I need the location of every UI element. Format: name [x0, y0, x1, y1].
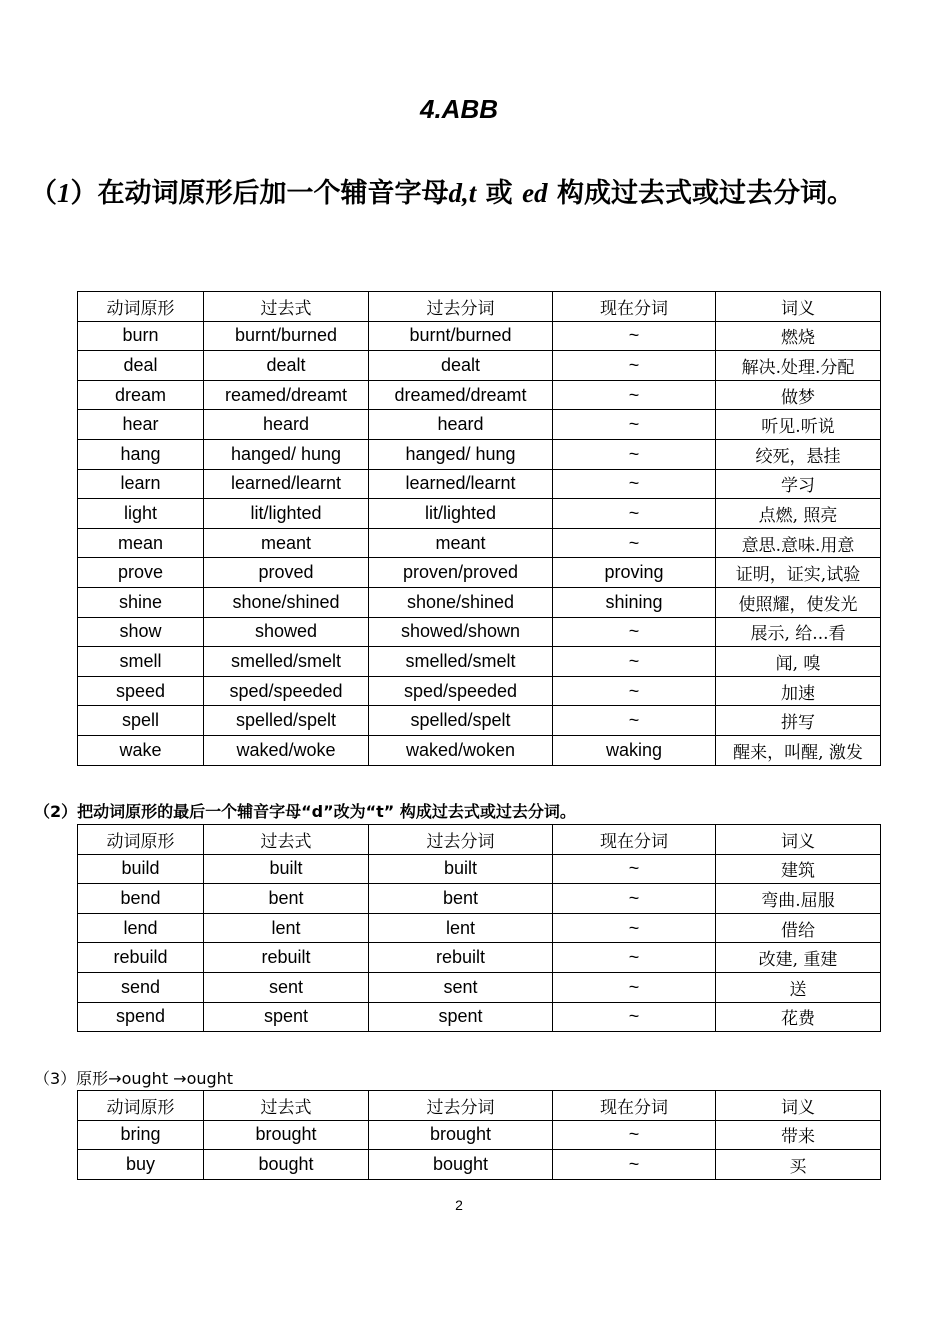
- cell-present-participle: ~: [553, 439, 716, 469]
- table-row: [78, 499, 881, 529]
- cell-past-participle: lit/lighted: [369, 499, 553, 529]
- cell-base-form: hang: [78, 439, 204, 469]
- cell-meaning: 建筑: [716, 854, 881, 884]
- section-2-heading: （2）把动词原形的最后一个辅音字母“d”改为“t” 构成过去式或过去分词。: [34, 802, 576, 821]
- table-row: [78, 439, 881, 469]
- cell-present-participle: ~: [553, 469, 716, 499]
- header-past-participle: 过去分词: [369, 292, 553, 322]
- cell-past-tense: learned/learnt: [204, 469, 369, 499]
- cell-base-form: speed: [78, 676, 204, 706]
- cell-past-tense: built: [204, 854, 369, 884]
- cell-past-participle: bent: [369, 884, 553, 914]
- cell-present-participle: ~: [553, 647, 716, 677]
- cell-base-form: smell: [78, 647, 204, 677]
- cell-present-participle: waking: [553, 735, 716, 765]
- cell-past-tense: proved: [204, 558, 369, 588]
- cell-meaning: 醒来，叫醒, 激发: [716, 735, 881, 765]
- cell-past-participle: built: [369, 854, 553, 884]
- cell-past-tense: smelled/smelt: [204, 647, 369, 677]
- section-1-text-a: ）在动词原形后加一个辅音字母: [70, 178, 449, 209]
- header-present-participle: 现在分词: [553, 292, 716, 322]
- cell-present-participle: ~: [553, 1120, 716, 1150]
- cell-past-tense: reamed/dreamt: [204, 380, 369, 410]
- cell-base-form: light: [78, 499, 204, 529]
- cell-base-form: learn: [78, 469, 204, 499]
- cell-present-participle: ~: [553, 676, 716, 706]
- table-row: [78, 351, 881, 381]
- cell-past-tense: dealt: [204, 351, 369, 381]
- cell-base-form: spend: [78, 1002, 204, 1032]
- cell-past-participle: hanged/ hung: [369, 439, 553, 469]
- cell-present-participle: ~: [553, 943, 716, 973]
- section-1-suffix-dt: d,t: [448, 178, 477, 208]
- cell-meaning: 改建, 重建: [716, 943, 881, 973]
- cell-past-tense: spelled/spelt: [204, 706, 369, 736]
- table-row: [78, 380, 881, 410]
- cell-present-participle: ~: [553, 380, 716, 410]
- cell-past-tense: meant: [204, 528, 369, 558]
- cell-base-form: lend: [78, 913, 204, 943]
- cell-base-form: deal: [78, 351, 204, 381]
- cell-past-tense: showed: [204, 617, 369, 647]
- table-row: [78, 972, 881, 1002]
- table-row: [78, 884, 881, 914]
- cell-past-tense: hanged/ hung: [204, 439, 369, 469]
- cell-base-form: prove: [78, 558, 204, 588]
- header-base-form: 动词原形: [78, 825, 204, 855]
- cell-past-participle: burnt/burned: [369, 321, 553, 351]
- cell-past-participle: learned/learnt: [369, 469, 553, 499]
- cell-base-form: send: [78, 972, 204, 1002]
- cell-meaning: 燃烧: [716, 321, 881, 351]
- cell-past-participle: proven/proved: [369, 558, 553, 588]
- header-base-form: 动词原形: [78, 1091, 204, 1121]
- cell-base-form: bring: [78, 1120, 204, 1150]
- cell-base-form: bend: [78, 884, 204, 914]
- cell-past-participle: smelled/smelt: [369, 647, 553, 677]
- cell-base-form: dream: [78, 380, 204, 410]
- cell-past-tense: bent: [204, 884, 369, 914]
- section-1-prefix: （: [30, 178, 57, 209]
- table-row: [78, 854, 881, 884]
- section-1-suffix-ed: ed: [522, 178, 548, 208]
- table-row: [78, 913, 881, 943]
- table-row: [78, 735, 881, 765]
- cell-base-form: build: [78, 854, 204, 884]
- table-header-row: [78, 1091, 881, 1121]
- cell-base-form: mean: [78, 528, 204, 558]
- cell-meaning: 做梦: [716, 380, 881, 410]
- table-row: [78, 321, 881, 351]
- cell-meaning: 绞死，悬挂: [716, 439, 881, 469]
- cell-present-participle: shining: [553, 587, 716, 617]
- cell-meaning: 解决.处理.分配: [716, 351, 881, 381]
- cell-present-participle: ~: [553, 499, 716, 529]
- cell-past-participle: spent: [369, 1002, 553, 1032]
- cell-present-participle: ~: [553, 321, 716, 351]
- cell-meaning: 展示, 给...看: [716, 617, 881, 647]
- header-present-participle: 现在分词: [553, 1091, 716, 1121]
- cell-base-form: buy: [78, 1150, 204, 1180]
- cell-present-participle: ~: [553, 351, 716, 381]
- cell-past-participle: showed/shown: [369, 617, 553, 647]
- cell-past-participle: shone/shined: [369, 587, 553, 617]
- cell-base-form: burn: [78, 321, 204, 351]
- cell-past-participle: rebuilt: [369, 943, 553, 973]
- cell-past-participle: lent: [369, 913, 553, 943]
- section-1-number: 1: [57, 178, 71, 208]
- cell-past-tense: brought: [204, 1120, 369, 1150]
- cell-present-participle: ~: [553, 410, 716, 440]
- section-1-text-c: 构成过去式或过去分词。: [547, 178, 854, 209]
- cell-present-participle: ~: [553, 617, 716, 647]
- cell-past-tense: rebuilt: [204, 943, 369, 973]
- table-row: [78, 617, 881, 647]
- table-row: [78, 528, 881, 558]
- cell-meaning: 花费: [716, 1002, 881, 1032]
- cell-base-form: wake: [78, 735, 204, 765]
- table-row: [78, 1150, 881, 1180]
- cell-past-participle: sped/speeded: [369, 676, 553, 706]
- cell-past-participle: dealt: [369, 351, 553, 381]
- cell-present-participle: ~: [553, 1150, 716, 1180]
- cell-past-tense: lit/lighted: [204, 499, 369, 529]
- cell-present-participle: proving: [553, 558, 716, 588]
- cell-meaning: 加速: [716, 676, 881, 706]
- cell-past-participle: waked/woken: [369, 735, 553, 765]
- cell-meaning: 借给: [716, 913, 881, 943]
- cell-base-form: spell: [78, 706, 204, 736]
- cell-past-tense: sped/speeded: [204, 676, 369, 706]
- table-row: [78, 1120, 881, 1150]
- cell-present-participle: ~: [553, 854, 716, 884]
- header-meaning: 词义: [716, 1091, 881, 1121]
- cell-meaning: 买: [716, 1150, 881, 1180]
- cell-meaning: 证明，证实,试验: [716, 558, 881, 588]
- section-1-heading: [30, 166, 910, 221]
- table-row: [78, 647, 881, 677]
- table-row: [78, 943, 881, 973]
- cell-base-form: hear: [78, 410, 204, 440]
- cell-meaning: 送: [716, 972, 881, 1002]
- cell-past-participle: bought: [369, 1150, 553, 1180]
- cell-past-tense: heard: [204, 410, 369, 440]
- section-1-text-b: 或: [476, 178, 523, 209]
- cell-past-tense: spent: [204, 1002, 369, 1032]
- section-3-heading: （3）原形→ought →ought: [34, 1069, 234, 1088]
- verb-table-3: [77, 1090, 881, 1180]
- verb-table-2: [77, 824, 881, 1032]
- cell-base-form: rebuild: [78, 943, 204, 973]
- header-past-tense: 过去式: [204, 1091, 369, 1121]
- cell-meaning: 拼写: [716, 706, 881, 736]
- cell-meaning: 带来: [716, 1120, 881, 1150]
- table-row: [78, 558, 881, 588]
- cell-past-tense: waked/woke: [204, 735, 369, 765]
- table-row: [78, 587, 881, 617]
- cell-past-participle: spelled/spelt: [369, 706, 553, 736]
- cell-meaning: 学习: [716, 469, 881, 499]
- table-header-row: [78, 825, 881, 855]
- cell-past-tense: bought: [204, 1150, 369, 1180]
- header-meaning: 词义: [716, 825, 881, 855]
- verb-table-1: [77, 291, 881, 766]
- cell-past-participle: brought: [369, 1120, 553, 1150]
- cell-meaning: 闻, 嗅: [716, 647, 881, 677]
- header-present-participle: 现在分词: [553, 825, 716, 855]
- header-past-tense: 过去式: [204, 292, 369, 322]
- table-row: [78, 676, 881, 706]
- page-number: 2: [455, 1197, 463, 1213]
- table-row: [78, 410, 881, 440]
- table-row: [78, 1002, 881, 1032]
- page-title: 4.ABB: [419, 94, 498, 124]
- cell-past-tense: sent: [204, 972, 369, 1002]
- header-past-tense: 过去式: [204, 825, 369, 855]
- cell-present-participle: ~: [553, 1002, 716, 1032]
- table-row: [78, 706, 881, 736]
- cell-past-participle: dreamed/dreamt: [369, 380, 553, 410]
- table-header-row: [78, 292, 881, 322]
- cell-present-participle: ~: [553, 706, 716, 736]
- cell-past-tense: lent: [204, 913, 369, 943]
- header-meaning: 词义: [716, 292, 881, 322]
- cell-past-participle: heard: [369, 410, 553, 440]
- cell-meaning: 点燃, 照亮: [716, 499, 881, 529]
- cell-past-tense: shone/shined: [204, 587, 369, 617]
- cell-present-participle: ~: [553, 884, 716, 914]
- header-past-participle: 过去分词: [369, 825, 553, 855]
- cell-meaning: 弯曲.屈服: [716, 884, 881, 914]
- cell-present-participle: ~: [553, 913, 716, 943]
- header-past-participle: 过去分词: [369, 1091, 553, 1121]
- cell-past-participle: sent: [369, 972, 553, 1002]
- cell-past-tense: burnt/burned: [204, 321, 369, 351]
- cell-meaning: 听见.听说: [716, 410, 881, 440]
- cell-base-form: show: [78, 617, 204, 647]
- header-base-form: 动词原形: [78, 292, 204, 322]
- cell-base-form: shine: [78, 587, 204, 617]
- cell-present-participle: ~: [553, 972, 716, 1002]
- cell-present-participle: ~: [553, 528, 716, 558]
- cell-meaning: 使照耀，使发光: [716, 587, 881, 617]
- cell-meaning: 意思.意味.用意: [716, 528, 881, 558]
- table-row: [78, 469, 881, 499]
- cell-past-participle: meant: [369, 528, 553, 558]
